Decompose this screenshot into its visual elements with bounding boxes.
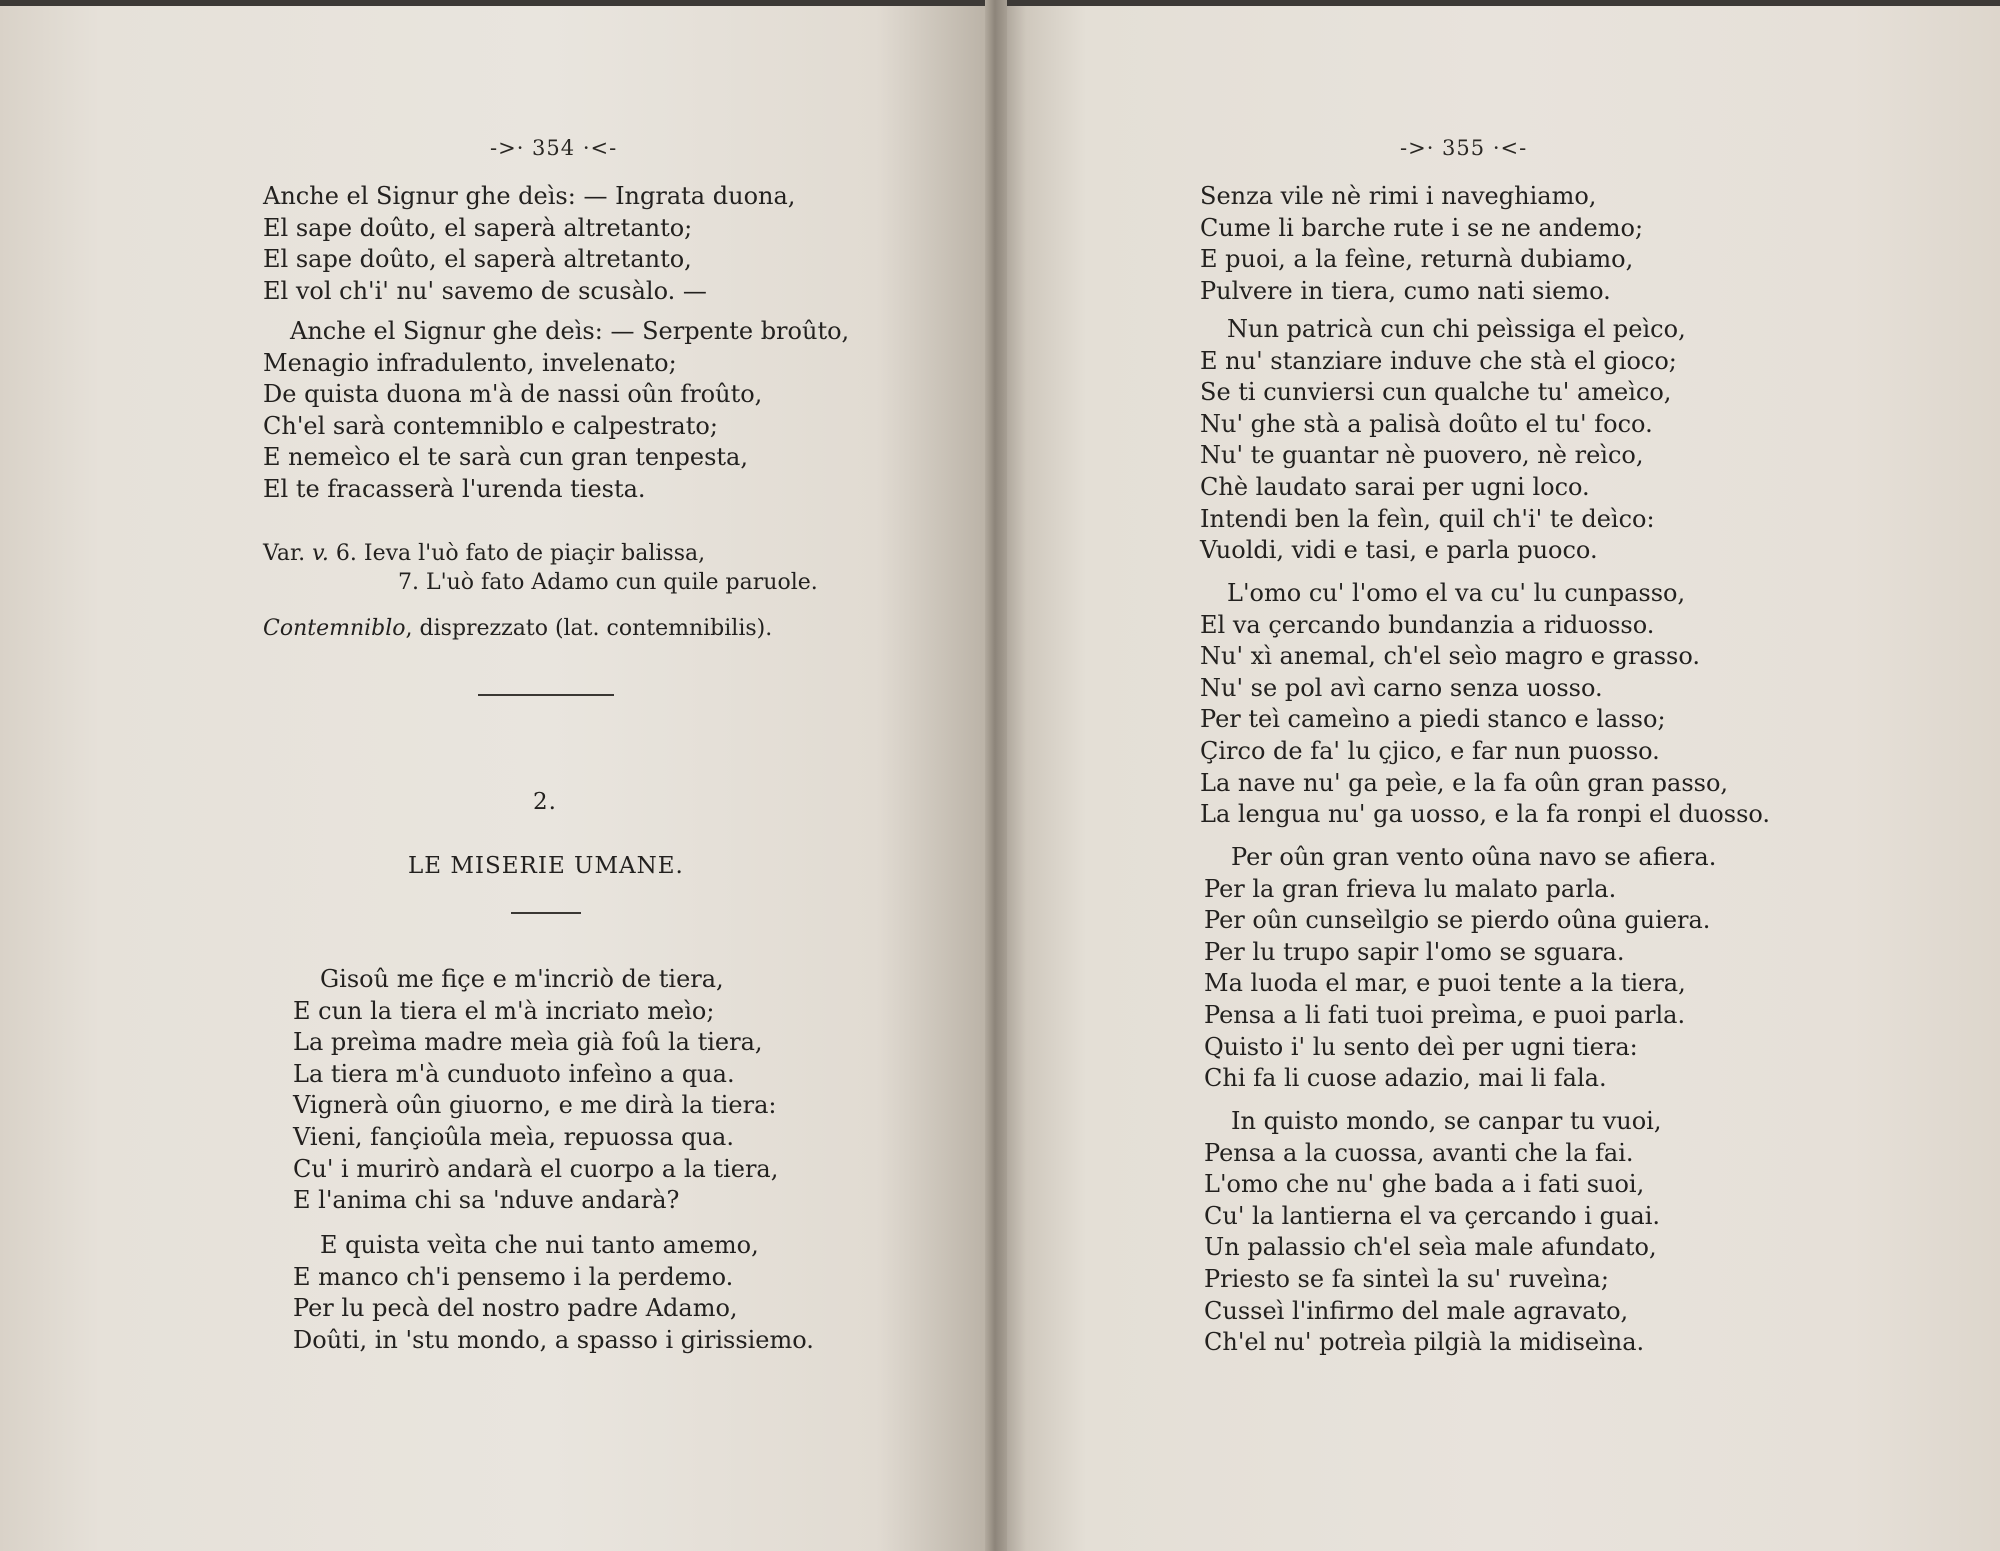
right-stanza-5	[1204, 1106, 1661, 1359]
verse-line: E nemeìco el te sarà cun gran tenpesta,	[263, 443, 748, 472]
verse-line: L'omo cu' l'omo el va cu' lu cunpasso,	[1227, 579, 1686, 607]
verse-line: Intendi ben la feìn, quil ch'i' te deìco:	[1200, 504, 1655, 533]
left-page-number-prefix: ->·	[490, 136, 533, 160]
right-stanza-3	[1200, 578, 1770, 831]
verse-line: E nu' stanziare induve che stà el gioco;	[1200, 346, 1677, 375]
verse-line: E l'anima chi sa 'nduve andarà?	[293, 1186, 680, 1215]
right-page-number-prefix: ->·	[1400, 136, 1443, 160]
variant-label: Var.	[263, 541, 306, 566]
verse-line: Chi fa li cuose adazio, mai li fala.	[1204, 1064, 1607, 1093]
gloss-term: Contemniblo	[263, 616, 406, 641]
verse-line: Cusseì l'infirmo del male agravato,	[1204, 1296, 1629, 1325]
variant-line-1	[263, 539, 818, 568]
verse-line: Pensa a li fati tuoi preìma, e puoi parla.	[1204, 1000, 1686, 1029]
verse-line: Pulvere in tiera, cumo nati siemo.	[1200, 276, 1611, 305]
gloss-line	[263, 614, 772, 643]
right-stanza-4	[1204, 842, 1716, 1095]
gloss-definition: , disprezzato (lat. contemnibilis).	[405, 616, 773, 641]
verse-line: L'omo che nu' ghe bada a i fati suoi,	[1204, 1170, 1645, 1199]
variant-note	[263, 539, 818, 597]
right-page-number-value: 355	[1442, 136, 1486, 160]
verse-line: Cu' i murirò andarà el cuorpo a la tiera,	[293, 1154, 779, 1183]
verse-line: Chè laudato sarai per ugni loco.	[1200, 472, 1590, 501]
verse-line: La tiera m'à cunduoto infeìno a qua.	[293, 1059, 735, 1088]
left-stanza-1	[263, 181, 795, 307]
verse-line: Per lu trupo sapir l'omo se sguara.	[1204, 937, 1625, 966]
verse-line: Un palassio ch'el seìa male afundato,	[1204, 1233, 1657, 1262]
right-page-number-suffix: ·<-	[1485, 136, 1528, 160]
right-stanza-2	[1200, 314, 1686, 567]
verse-line: Vignerà oûn giuorno, e me dirà la tiera:	[293, 1091, 777, 1120]
verse-line: Se ti cunviersi cun qualche tu' ameìco,	[1200, 378, 1672, 407]
verse-line: E puoi, a la feìne, returnà dubiamo,	[1200, 245, 1634, 274]
verse-line: La lengua nu' ga uosso, e la fa ronpi el duosso.	[1200, 800, 1771, 829]
verse-line: Pensa a la cuossa, avanti che la fai.	[1204, 1138, 1634, 1167]
variant-text-1: 6. Ieva l'uò fato de piaçir balissa,	[335, 541, 706, 566]
verse-line: Vuoldi, vidi e tasi, e parla puoco.	[1200, 536, 1598, 565]
verse-line: Nu' se pol avì carno senza uosso.	[1200, 673, 1603, 702]
verse-line: E quista veìta che nui tanto amemo,	[320, 1231, 759, 1259]
verse-line: Priesto se fa sinteì la su' ruveìna;	[1204, 1264, 1609, 1293]
verse-line: La preìma madre meìa già foû la tiera,	[293, 1028, 763, 1057]
verse-line: Çirco de fa' lu çjico, e far nun puosso.	[1200, 736, 1660, 765]
verse-line: Anche el Signur ghe deìs: — Ingrata duona,	[263, 182, 796, 210]
section-title: LE MISERIE UMANE.	[408, 853, 684, 879]
verse-line: Anche el Signur ghe deìs: — Serpente broûto,	[290, 317, 850, 345]
variant-ref: v.	[312, 541, 329, 566]
verse-line: El vol ch'i' nu' savemo de scusàlo. —	[263, 276, 707, 305]
verse-line: Ch'el nu' potreìa pilgià la midiseìna.	[1204, 1328, 1645, 1357]
verse-line: In quisto mondo, se canpar tu vuoi,	[1231, 1107, 1662, 1135]
verse-line: E manco ch'i pensemo i la perdemo.	[293, 1262, 734, 1291]
verse-line: El te fracasserà l'urenda tiesta.	[263, 474, 646, 503]
verse-line: Cu' la lantierna el va çercando i guai.	[1204, 1201, 1660, 1230]
verse-line: Senza vile nè rimi i naveghiamo,	[1200, 182, 1597, 210]
section-divider	[478, 694, 614, 696]
bleed-through-decoration	[720, 735, 728, 767]
verse-line: El sape doûto, el saperà altretanto,	[263, 245, 692, 274]
verse-line: La nave nu' ga peìe, e la fa oûn gran passo,	[1200, 768, 1729, 797]
variant-text-2: 7. L'uò fato Adamo cun quile paruole.	[398, 570, 818, 595]
left-stanza-2	[263, 316, 849, 506]
verse-line: Ch'el sarà contemniblo e calpestrato;	[263, 411, 718, 440]
book-gutter	[985, 0, 1007, 1551]
gloss-note	[263, 614, 772, 643]
left-page-number	[490, 136, 617, 160]
left-stanza-4	[293, 1230, 814, 1356]
verse-line: Per lu pecà del nostro padre Adamo,	[293, 1294, 738, 1323]
right-page-number	[1400, 136, 1527, 160]
verse-line: Per oûn cunseìlgio se pierdo oûna guiera.	[1204, 906, 1711, 935]
verse-line: Quisto i' lu sento deì per ugni tiera:	[1204, 1032, 1638, 1061]
verse-line: Gisoû me fiçe e m'incriò de tiera,	[320, 965, 724, 993]
verse-line: Ma luoda el mar, e puoi tente a la tiera,	[1204, 969, 1686, 998]
right-stanza-1	[1200, 181, 1643, 307]
verse-line: Menagio infradulento, invelenato;	[263, 348, 677, 377]
verse-line: El sape doûto, el saperà altretanto;	[263, 213, 693, 242]
verse-line: Nun patricà cun chi peìssiga el peìco,	[1227, 315, 1686, 343]
verse-line: Per oûn gran vento oûna navo se afiera.	[1231, 843, 1717, 871]
verse-line: Per teì cameìno a piedi stanco e lasso;	[1200, 705, 1666, 734]
verse-line: Nu' te guantar nè puovero, nè reìco,	[1200, 441, 1644, 470]
verse-line: Doûti, in 'stu mondo, a spasso i girissiemo.	[293, 1325, 814, 1354]
verse-line: Cume li barche rute i se ne andemo;	[1200, 213, 1644, 242]
verse-line: De quista duona m'à de nassi oûn froûto,	[263, 380, 763, 409]
verse-line: Vieni, fançioûla meìa, repuossa qua.	[293, 1122, 734, 1151]
section-number: 2.	[533, 789, 557, 815]
title-underline	[511, 912, 581, 914]
verse-line: Nu' ghe stà a palisà doûto el tu' foco.	[1200, 409, 1653, 438]
verse-line: E cun la tiera el m'à incriato meìo;	[293, 996, 715, 1025]
verse-line: Per la gran frieva lu malato parla.	[1204, 874, 1617, 903]
left-page-number-value: 354	[532, 136, 576, 160]
left-stanza-3	[293, 964, 778, 1217]
left-page-number-suffix: ·<-	[575, 136, 618, 160]
verse-line: Nu' xì anemal, ch'el seìo magro e grasso.	[1200, 642, 1701, 671]
verse-line: El va çercando bundanzia a riduosso.	[1200, 610, 1655, 639]
